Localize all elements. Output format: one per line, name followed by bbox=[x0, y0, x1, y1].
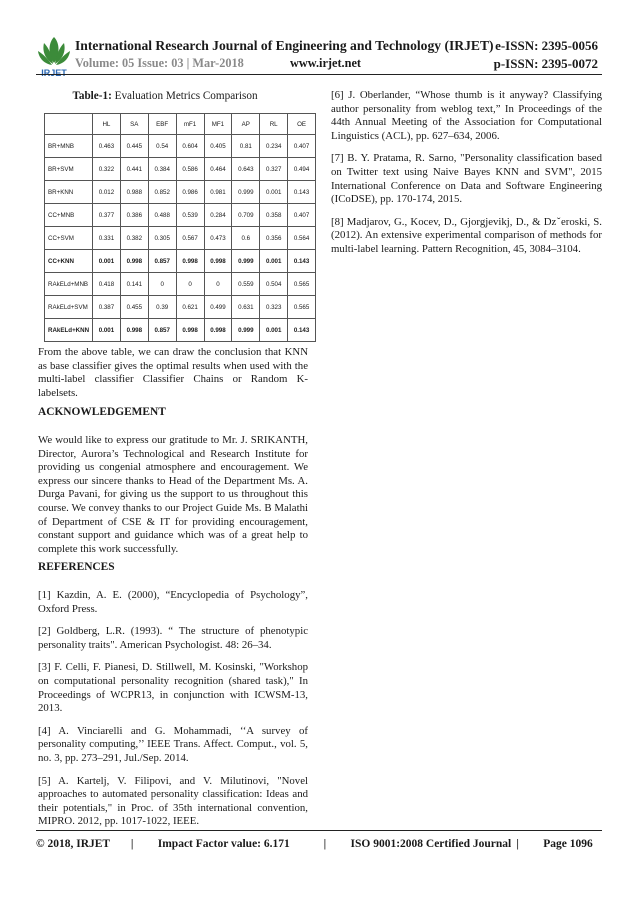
logo-text: IRJET bbox=[41, 68, 67, 78]
acknowledgement-body bbox=[38, 434, 308, 565]
journal-title: International Research Journal of Engineering and Technology (IRJET) bbox=[75, 38, 494, 53]
table-cell: 0 bbox=[176, 273, 204, 296]
table-cell: 0.384 bbox=[148, 158, 176, 181]
footer-separator: | bbox=[323, 838, 327, 850]
table-cell: 0.643 bbox=[232, 158, 260, 181]
table-cell: 0.001 bbox=[260, 250, 288, 273]
table-cell: 0.441 bbox=[120, 158, 148, 181]
table-cell: 0.284 bbox=[204, 204, 232, 227]
table-row-label: RAkELd+SVM bbox=[45, 296, 93, 319]
table-body bbox=[45, 135, 316, 342]
table-cell: 0.386 bbox=[120, 204, 148, 227]
table-cell: 0.464 bbox=[204, 158, 232, 181]
table-row-label: BR+KNN bbox=[45, 181, 93, 204]
table-cell: 0.81 bbox=[232, 135, 260, 158]
table-column-header: EBF bbox=[148, 114, 176, 135]
table-cell: 0.998 bbox=[176, 250, 204, 273]
references-section bbox=[38, 561, 308, 584]
table-column-header: SA bbox=[120, 114, 148, 135]
journal-website[interactable]: www.irjet.net bbox=[290, 56, 362, 70]
table-cell: 0.382 bbox=[120, 227, 148, 250]
table-cell: 0.6 bbox=[232, 227, 260, 250]
table-cell: 0.857 bbox=[148, 250, 176, 273]
table-cell: 0.631 bbox=[232, 296, 260, 319]
table-column-header: mF1 bbox=[176, 114, 204, 135]
table-cell: 0.988 bbox=[120, 181, 148, 204]
table-header-row bbox=[45, 114, 316, 135]
table-cell: 0.999 bbox=[232, 181, 260, 204]
table-cell: 0.234 bbox=[260, 135, 288, 158]
table-cell: 0.499 bbox=[204, 296, 232, 319]
footer-divider bbox=[36, 830, 602, 831]
table-cell: 0.455 bbox=[120, 296, 148, 319]
table-cell: 0.141 bbox=[120, 273, 148, 296]
table-row bbox=[45, 227, 316, 250]
table-row bbox=[45, 273, 316, 296]
table-row bbox=[45, 296, 316, 319]
table-cell: 0.981 bbox=[204, 181, 232, 204]
reference-item: [4] A. Vinciarelli and G. Mohammadi, ‘‘A survey of personality computing,’’ IEEE Trans. Affect. Comput., vol. 5, no. 3, pp. 273–291, Jul./Sep. 2014. bbox=[38, 724, 308, 764]
footer-separator: | bbox=[130, 838, 134, 850]
table-cell: 0.54 bbox=[148, 135, 176, 158]
table-cell: 0.621 bbox=[176, 296, 204, 319]
table-cell: 0.488 bbox=[148, 204, 176, 227]
footer-impact-factor: Impact Factor value: 6.171 bbox=[157, 838, 290, 850]
reference-item: [6] J. Oberlander, “Whose thumb is it anyway? Classifying author personality from weblog text,” In Proceedings of the 44th Annual Meeting of the Association for Computational Linguistics (ACL), pp. 627–634, 2006. bbox=[331, 89, 602, 142]
table-cell: 0.999 bbox=[232, 319, 260, 342]
table-cell: 0.331 bbox=[93, 227, 121, 250]
irjet-logo bbox=[36, 33, 72, 79]
metrics-table bbox=[44, 113, 316, 342]
table-cell: 0.986 bbox=[176, 181, 204, 204]
table-cell: 0.001 bbox=[260, 319, 288, 342]
table-cell: 0.387 bbox=[93, 296, 121, 319]
reference-item: [1] Kazdin, A. E. (2000), “Encyclopedia of Psychology”, Oxford Press. bbox=[38, 589, 308, 615]
table-cell: 0.418 bbox=[93, 273, 121, 296]
reference-item: [5] A. Kartelj, V. Filipovi, and V. Milutinovi, "Novel approaches to automated personality classification: Ideas and their potentials," in Proc. of 35th international convention, MIPRO. 2012, pp. 1017-1022, IEEE. bbox=[38, 774, 308, 828]
table-cell: 0.012 bbox=[93, 181, 121, 204]
table-row-label: CC+MNB bbox=[45, 204, 93, 227]
table-row bbox=[45, 204, 316, 227]
table-cell: 0 bbox=[148, 273, 176, 296]
table-row bbox=[45, 181, 316, 204]
table-cell: 0.604 bbox=[176, 135, 204, 158]
acknowledgement-section bbox=[38, 406, 308, 429]
volume-issue: Volume: 05 Issue: 03 | Mar-2018 bbox=[75, 56, 244, 70]
table-cell: 0.322 bbox=[93, 158, 121, 181]
table-cell: 0.564 bbox=[288, 227, 316, 250]
table-cell: 0.39 bbox=[148, 296, 176, 319]
table-column-header: MF1 bbox=[204, 114, 232, 135]
conclusion-paragraph: From the above table, we can draw the conclusion that KNN as base classifier gives the optimal results when used with the multi-label classifier Classifier Chains or Random K-labelsets. bbox=[38, 346, 308, 399]
table-caption-label: Table-1: bbox=[72, 90, 112, 102]
left-column bbox=[38, 346, 308, 409]
table-cell: 0.504 bbox=[260, 273, 288, 296]
table-cell: 0.586 bbox=[176, 158, 204, 181]
table-cell: 0.407 bbox=[288, 135, 316, 158]
table-column-header: AP bbox=[232, 114, 260, 135]
reference-item: [2] Goldberg, L.R. (1993). “ The structure of phenotypic personality traits". American Psychologist. 48: 26–34. bbox=[38, 625, 308, 651]
table-cell: 0.407 bbox=[288, 204, 316, 227]
reference-item: [8] Madjarov, G., Kocev, D., Gjorgjevikj, D., & Dzˇeroski, S. (2012). An extensive experimental comparison of methods for multi-label learning. Pattern Recognition, 45, 3084–3104. bbox=[331, 215, 602, 255]
table-caption-text: Evaluation Metrics Comparison bbox=[111, 90, 258, 102]
table-row-label: RAkELd+MNB bbox=[45, 273, 93, 296]
footer-separator: | bbox=[516, 838, 519, 850]
e-issn: e-ISSN: 2395-0056 bbox=[495, 38, 598, 53]
table-row-label: BR+MNB bbox=[45, 135, 93, 158]
reference-item: [3] F. Celli, F. Pianesi, D. Stillwell, M. Kosinski, "Workshop on computational personality recognition (shared task)," In Proceedings of WCPR13, in conjunction with ICWSM-13, 2013. bbox=[38, 661, 308, 715]
table-cell: 0.539 bbox=[176, 204, 204, 227]
table-cell: 0.358 bbox=[260, 204, 288, 227]
table-cell: 0.999 bbox=[232, 250, 260, 273]
table-row-label: CC+SVM bbox=[45, 227, 93, 250]
table-cell: 0.565 bbox=[288, 296, 316, 319]
table-cell: 0.377 bbox=[93, 204, 121, 227]
page-footer bbox=[36, 838, 593, 850]
table-cell: 0.567 bbox=[176, 227, 204, 250]
footer-iso: ISO 9001:2008 Certified Journal bbox=[350, 838, 512, 850]
table-cell: 0.998 bbox=[204, 250, 232, 273]
table-cell: 0.323 bbox=[260, 296, 288, 319]
table-cell: 0.327 bbox=[260, 158, 288, 181]
table-cell: 0.445 bbox=[120, 135, 148, 158]
table-cell: 0.857 bbox=[148, 319, 176, 342]
table-column-header: HL bbox=[93, 114, 121, 135]
table-cell: 0.305 bbox=[148, 227, 176, 250]
table-cell: 0.494 bbox=[288, 158, 316, 181]
table-cell: 0.709 bbox=[232, 204, 260, 227]
table-row bbox=[45, 158, 316, 181]
table-cell: 0.559 bbox=[232, 273, 260, 296]
table-caption bbox=[0, 90, 330, 102]
header-divider bbox=[36, 74, 602, 75]
table-cell: 0.143 bbox=[288, 250, 316, 273]
table-row-label: BR+SVM bbox=[45, 158, 93, 181]
table-row bbox=[45, 319, 316, 342]
table-cell: 0.998 bbox=[120, 250, 148, 273]
table-cell: 0.143 bbox=[288, 319, 316, 342]
footer-page-number: Page 1096 bbox=[543, 838, 593, 850]
table-cell: 0.143 bbox=[288, 181, 316, 204]
table-row bbox=[45, 135, 316, 158]
table-row-label: CC+KNN bbox=[45, 250, 93, 273]
table-cell: 0.001 bbox=[260, 181, 288, 204]
table-cell: 0.356 bbox=[260, 227, 288, 250]
references-heading: REFERENCES bbox=[38, 561, 115, 573]
table-cell: 0.998 bbox=[120, 319, 148, 342]
table-corner-cell bbox=[45, 114, 93, 135]
table-column-header: RL bbox=[260, 114, 288, 135]
table-cell: 0.852 bbox=[148, 181, 176, 204]
acknowledgement-paragraph: We would like to express our gratitude to Mr. J. SRIKANTH, Director, Aurora’s Technological and Research Institute for providing us congenial atmosphere and encouragement. We express our sincere thanks to Head of the Department Ms. A. Durga Pavani, for giving us the support to us throughout this course. We convey thanks to our Project Guide Ms. B Malathi of Department of CSE & IT for providing encouragement, constant support and guidance which was of a great help to complete this work successfully. bbox=[38, 434, 308, 555]
references-list-right bbox=[331, 89, 602, 266]
table-column-header: OE bbox=[288, 114, 316, 135]
footer-copyright: © 2018, IRJET bbox=[36, 838, 111, 850]
table-cell: 0.001 bbox=[93, 250, 121, 273]
table-cell: 0.405 bbox=[204, 135, 232, 158]
table-cell: 0.565 bbox=[288, 273, 316, 296]
table-cell: 0.001 bbox=[93, 319, 121, 342]
table-cell: 0.998 bbox=[176, 319, 204, 342]
reference-item: [7] B. Y. Pratama, R. Sarno, "Personality classification based on Twitter text using Naive Bayes KNN and SVM", 2015 International Conference on Data and Software Engineering (ICoDSE), pp. 170-174, 2015. bbox=[331, 152, 602, 206]
table-cell: 0.463 bbox=[93, 135, 121, 158]
table-row-label: RAkELd+KNN bbox=[45, 319, 93, 342]
acknowledgement-heading: ACKNOWLEDGEMENT bbox=[38, 406, 166, 418]
table-cell: 0.998 bbox=[204, 319, 232, 342]
references-list-left bbox=[38, 589, 308, 838]
table-row bbox=[45, 250, 316, 273]
table-cell: 0 bbox=[204, 273, 232, 296]
table-cell: 0.473 bbox=[204, 227, 232, 250]
p-issn: p-ISSN: 2395-0072 bbox=[493, 56, 598, 71]
